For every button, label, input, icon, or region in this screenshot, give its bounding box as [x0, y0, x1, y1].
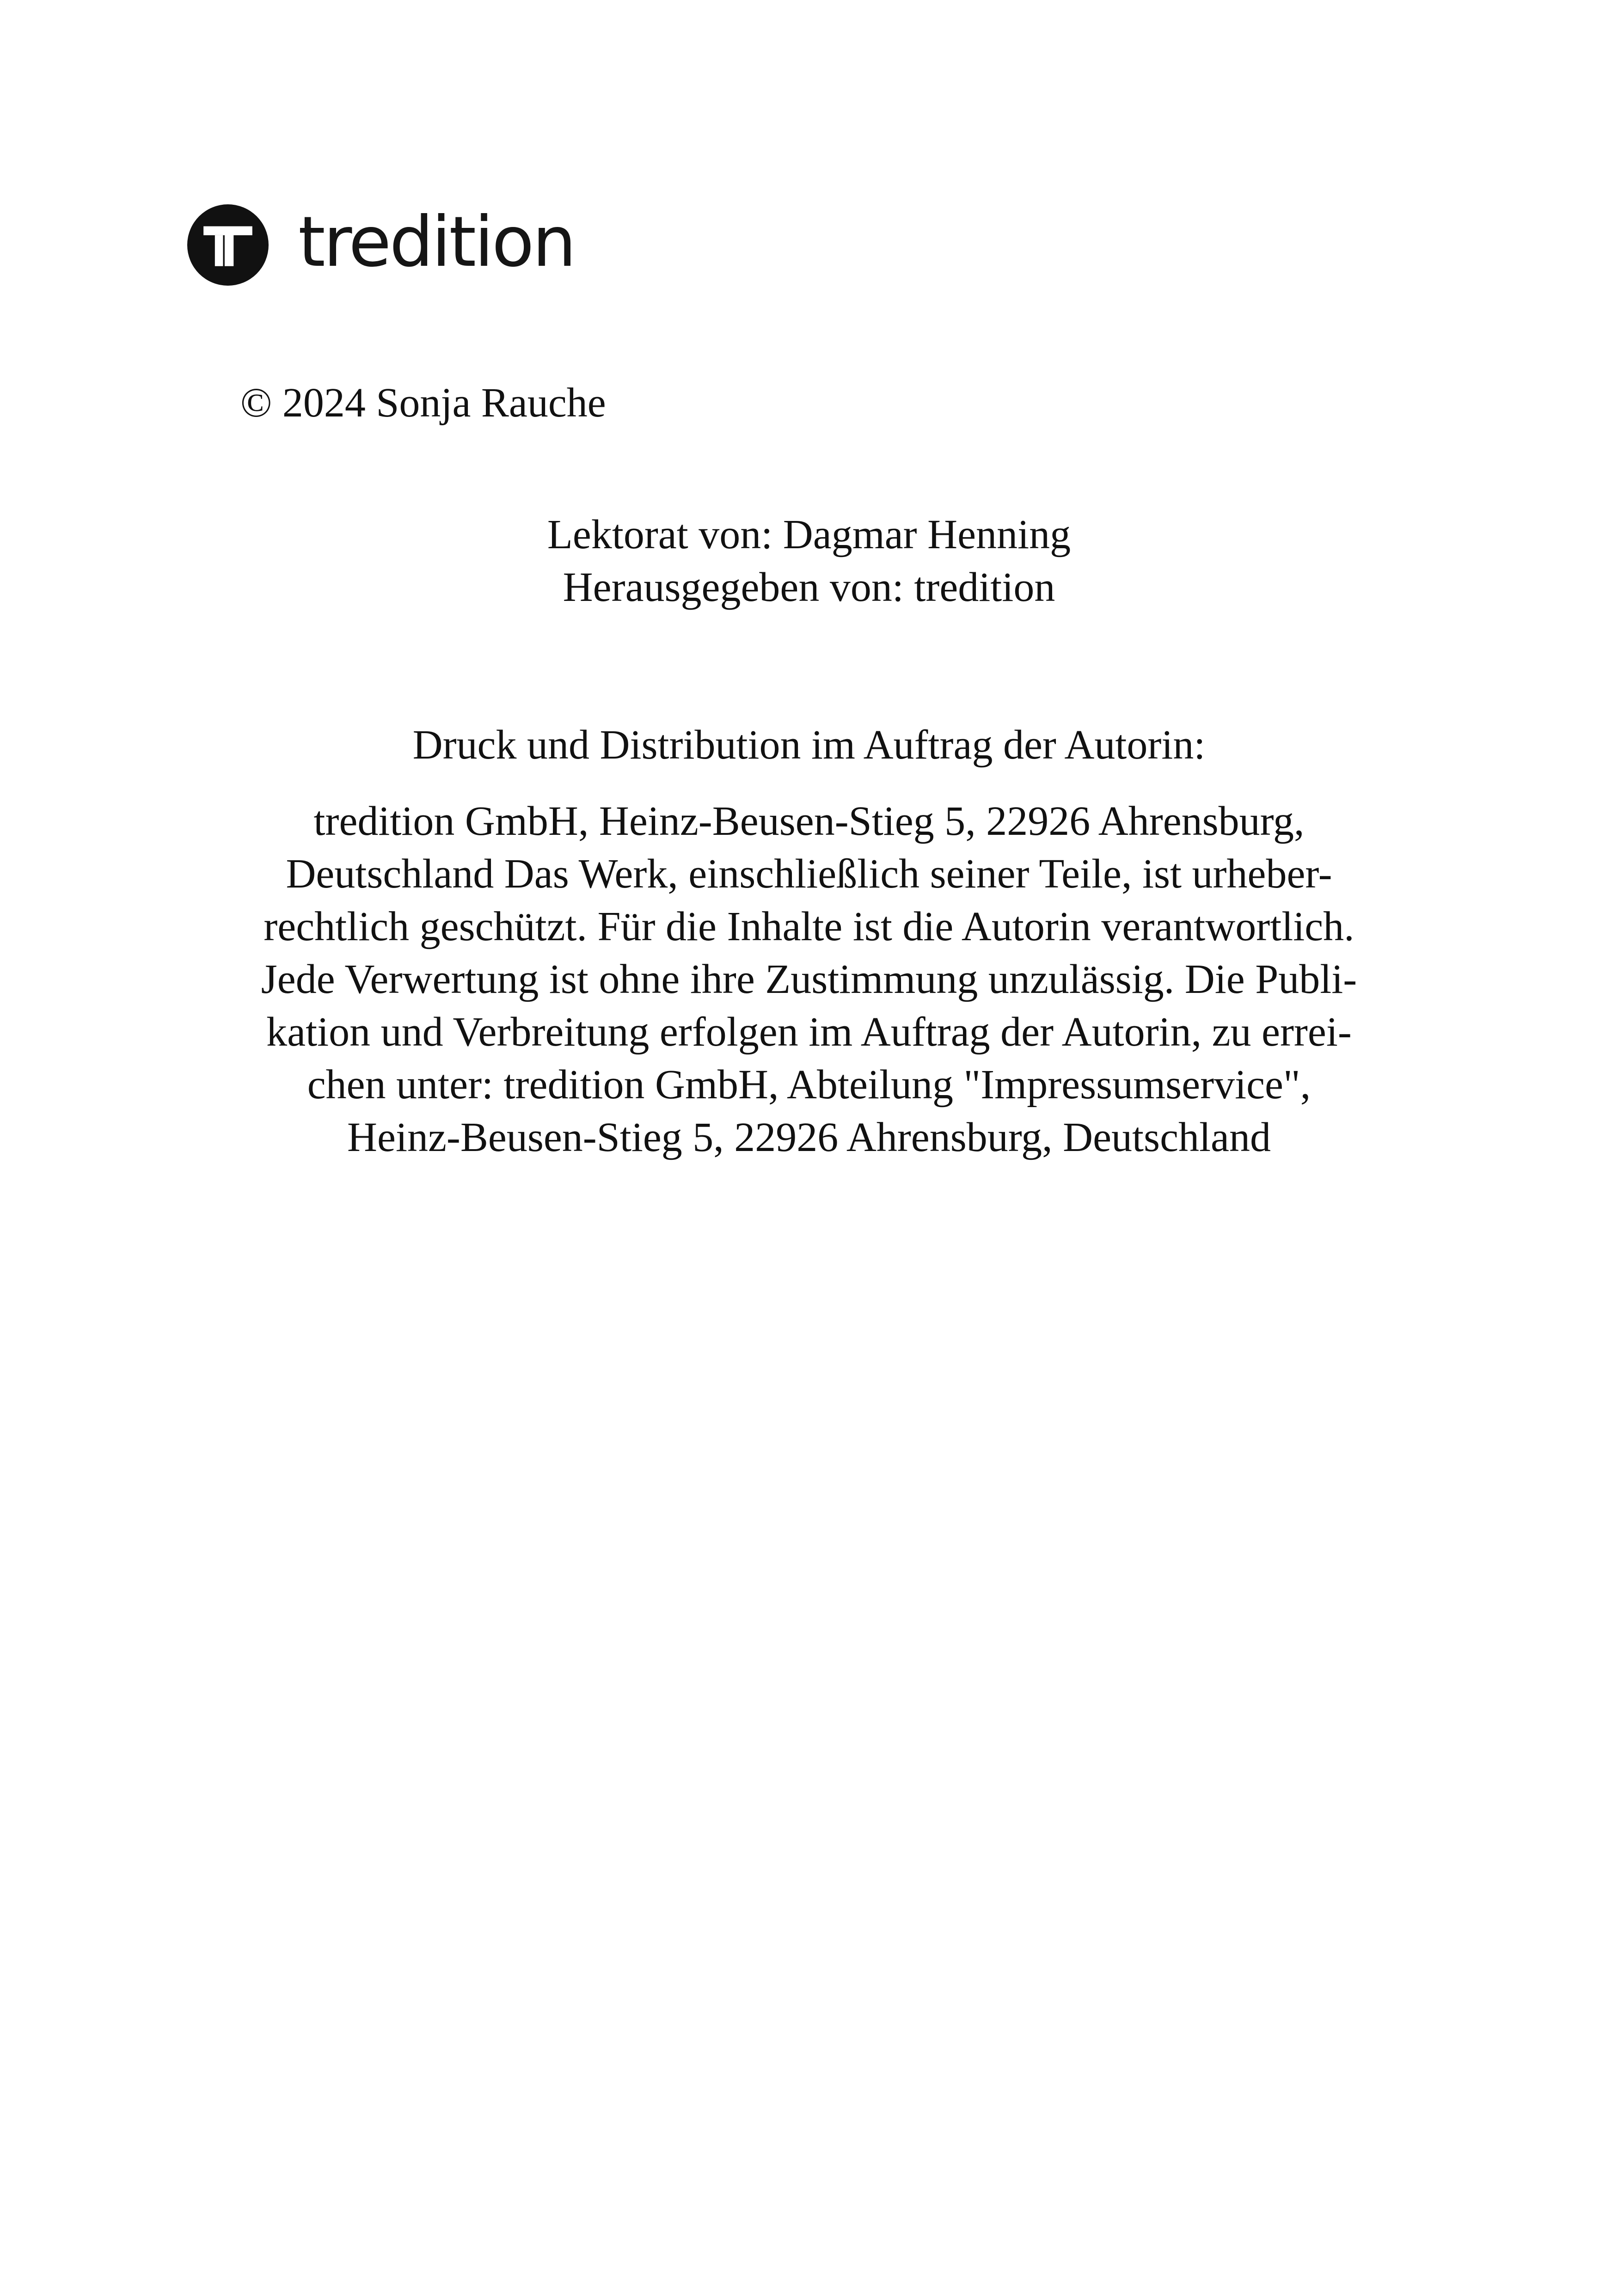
legal-notice-line: Jede Verwertung ist ohne ihre Zustimmung unzulässig. Die Publi- — [261, 956, 1357, 1002]
tredition-logo-icon — [187, 204, 269, 286]
legal-notice-line: tredition GmbH, Heinz-Beusen-Stieg 5, 22926 Ahrensburg, — [313, 798, 1305, 844]
legal-notice-line: kation und Verbreitung erfolgen im Auftrag der Autorin, zu errei- — [266, 1009, 1352, 1055]
legal-notice — [0, 795, 1618, 1164]
distribution-heading: Druck und Distribution im Auftrag der Autorin: — [412, 722, 1206, 768]
legal-notice-line: rechtlich geschützt. Für die Inhalte ist die Autorin verantwortlich. — [264, 904, 1354, 949]
logo-wordmark: tredition — [298, 202, 575, 282]
legal-notice-line: Heinz-Beusen-Stieg 5, 22926 Ahrensburg, Deutschland — [347, 1114, 1271, 1160]
credits-block — [0, 508, 1618, 614]
publisher-logo — [187, 203, 575, 287]
legal-notice-line: Deutschland Das Werk, einschließlich seiner Teile, ist urheber- — [286, 851, 1332, 897]
copyright-notice: © 2024 Sonja Rauche — [240, 380, 606, 426]
herausgegeben-line: Herausgegeben von: tredition — [563, 564, 1055, 610]
legal-notice-line: chen unter: tredition GmbH, Abteilung "Impressumservice", — [307, 1062, 1311, 1108]
lektorat-line: Lektorat von: Dagmar Henning — [547, 512, 1071, 557]
